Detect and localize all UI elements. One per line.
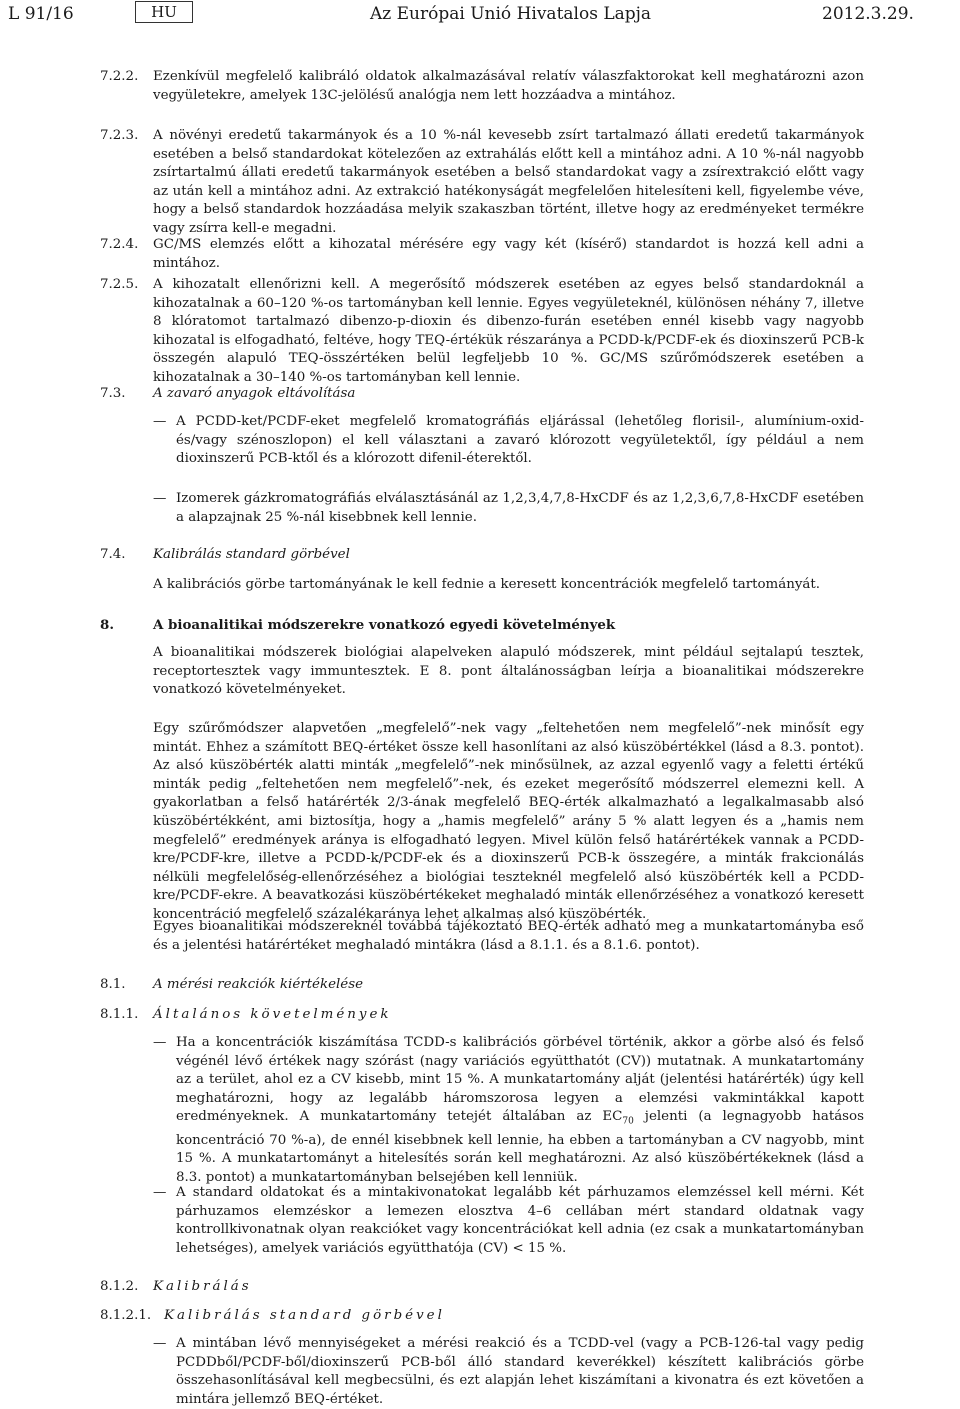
section-8-1-1-heading: [100, 1006, 864, 1025]
list-item-text: A PCDD-ket/PCDF-eket megfelelő kromatográfiás eljárással (lehetőleg florisil-, alumínium-oxid- és/vagy szénoszlopon) el kell választani a zavaró klórozott vegyületektől, így például a nem dioxinszerű PCB-ktől és a klórozott difenil-éterektől.: [176, 414, 864, 467]
subscript: 70: [622, 1117, 634, 1128]
publication-date: 2012.3.29.: [822, 4, 914, 24]
section-number: 7.3.: [100, 386, 126, 401]
section-title: Kalibrálás: [153, 1279, 252, 1294]
section-7-2-3: [100, 127, 864, 239]
section-7-4-heading: [100, 546, 864, 565]
section-number: 8.1.2.: [100, 1279, 139, 1294]
paragraph: Egyes bioanalitikai módszereknél továbbá tájékoztató BEQ-érték adható meg a munkatartományba eső és a jelentési határértéket meghaladó mintákra (lásd a 8.1.1. és a 8.1.6. pontot).: [153, 919, 864, 953]
section-number: 7.2.3.: [100, 128, 139, 143]
section-text: A kalibrációs görbe tartományának le kell fednie a keresett koncentrációk megfelelő tartományát.: [153, 577, 821, 592]
section-7-2-2: [100, 68, 864, 105]
page-header: [0, 0, 960, 30]
list-item: [153, 1335, 864, 1409]
dash-bullet: —: [153, 1185, 167, 1200]
section-title: Általános követelmények: [153, 1007, 392, 1022]
dash-bullet: —: [153, 491, 167, 506]
section-8-1-2-1-heading: [100, 1307, 864, 1326]
dash-bullet: —: [153, 1035, 167, 1050]
section-text: A növényi eredetű takarmányok és a 10 %-nál kevesebb zsírt tartalmazó állati eredetű takarmányok esetében a belső standardokat kötelezően az extrahálás előtt kell a mintához adni. A 10 %-nál nagyobb zsírtartalmú állati eredetű takarmányok esetében a belső standardokat vagy a zsírextrakció előtt vagy az után kell a mintához adni. Az extrakció hatékonyságát megfelelően hitelesíteni kell, figyelembe véve, hogy a belső standardok hozzáadása melyik szakaszban történt, illetve hogy az eredményeket termékre vagy zsírra kell-e megadni.: [153, 128, 864, 236]
section-number: 7.2.4.: [100, 237, 139, 252]
text-run: Ha a koncentrációk kiszámítása TCDD-s kalibrációs görbével történik, akkor a görbe alsó és felső végénél lévő értékek nagy szórást (nagy variációs együtthatót (CV)) mutatnak. A munkatartomány az a terület, ahol ez a CV kisebb, mint 15 %. A munkatartomány alját (jelentési határérték) úgy kell meghatározni, hogy az legalább háromszorosa legyen a elemzési vakmintákkal kapott eredményeknek. A munkatartomány tetejét általában az EC: [176, 1035, 864, 1125]
language-badge: HU: [135, 1, 193, 23]
section-number: 8.1.1.: [100, 1007, 139, 1022]
section-title: A bioanalitikai módszerekre vonatkozó egyedi követelmények: [153, 617, 616, 633]
section-7-3-heading: [100, 385, 864, 404]
section-7-2-5: [100, 276, 864, 388]
dash-bullet: —: [153, 414, 167, 429]
paragraph: Egy szűrőmódszer alapvetően „megfelelő”-nek vagy „feltehetően nem megfelelő”-nek minősít egy mintát. Ehhez a számított BEQ-értéket össze kell hasonlítani az alsó küszöbértékkel (lásd a 8.3. pontot). Az alsó küszöbérték alatti minták „megfelelő”-nek minősülnek, az azzal egyenlő vagy a feletti értékű minták pedig „feltehetően nem megfelelő”-nek, és ezeket megerősítő módszerrel elemezni kell. A gyakorlatban a felső határérték 2/3-ának megfelelő BEQ-érték alkalmazható a legalkalmasabb alsó küszöbértékként, ami biztosítja, hogy a „hamis megfelelő” arány 5 % alatt legyen és a „hamis nem megfelelő” eredmények aránya is elfogadható legyen. Mivel külön felső határértékek vannak a PCDD-kre/PCDF-kre, illetve a PCDD-k/PCDF-ek és a dioxinszerű PCB-k összegére, a minták frakcionálás nélküli megfelelőség-ellenőrzéséhez a biológiai teszteknél megfelelő alsó küszöbérték kell a PCDD-kre/PCDF-ekre. A beavatkozási küszöbértékeket meghaladó minták ellenőrzéséhez a vonatkozó keresett koncentráció megfelelő százalékaránya lehet alkalmas alsó küszöbérték.: [153, 721, 864, 922]
section-number: 7.2.5.: [100, 277, 139, 292]
section-text: A kihozatalt ellenőrizni kell. A megerősítő módszerek esetében az egyes belső standardoknál a kihozatalnak a 60–120 %-os tartományban kell lennie. Egyes vegyületeknél, különösen néhány 7, illetve 8 klóratomot tartalmazó dibenzo-p-dioxin és dibenzo-furán esetében ennél kisebb vagy nagyobb kihozatal is elfogadható, feltéve, hogy TEQ-értékük részaránya a PCDD-k/PCDF-ek és dioxinszerű PCB-k összegén alapuló TEQ-összértéken belül legfeljebb 10 %. GC/MS szűrőmódszerek esetében a kihozatalnak a 30–140 %-os tartományban kell lennie.: [153, 277, 864, 385]
section-number: 7.4.: [100, 547, 126, 562]
section-number: 8.: [100, 617, 114, 633]
page-reference: L 91/16: [8, 4, 74, 24]
section-number: 8.1.: [100, 977, 126, 992]
list-item-text: [176, 1034, 864, 1187]
section-8-1-2-heading: [100, 1278, 864, 1297]
dash-bullet: —: [153, 1336, 167, 1351]
section-8-heading: [100, 616, 864, 635]
section-number: 7.2.2.: [100, 69, 139, 84]
list-item: [153, 1034, 864, 1187]
journal-title: Az Európai Unió Hivatalos Lapja: [370, 4, 652, 24]
list-item: [153, 490, 864, 527]
section-title: A mérési reakciók kiértékelése: [153, 977, 363, 992]
section-text: Ezenkívül megfelelő kalibráló oldatok alkalmazásával relatív válaszfaktorokat kell meghatározni azon vegyületekre, amelyek 13C-jelölésű analógja nem lett hozzáadva a mintához.: [153, 69, 864, 103]
list-item: [153, 1184, 864, 1258]
list-item: [153, 413, 864, 469]
list-item-text: A standard oldatokat és a mintakivonatokat legalább két párhuzamos elemzéssel kell mérni. Két párhuzamos elemzéskor a lemezen elosztva 4–6 cellában mért standard oldatnak vagy kontrollkivonatnak olyan reakcióket vagy koncentrációkat kell adnia (ez csak a munkatartományban lehetséges), amelyek variációs együtthatója (CV) < 15 %.: [176, 1185, 864, 1256]
list-item-text: A mintában lévő mennyiségeket a mérési reakció és a TCDD-vel (vagy a PCB-126-tal vagy pedig PCDDből/PCDF-ből/dioxinszerű PCB-ből álló standard keverékkel) készített kalibrációs görbe összehasonlításával kell megbecsülni, és ezt alapján lehet kiszámítani a kivonatra és ezt követően a mintára jellemző BEQ-értéket.: [176, 1336, 864, 1407]
section-text: GC/MS elemzés előtt a kihozatal mérésére egy vagy két (kísérő) standardot is hozzá kell adni a mintához.: [153, 237, 864, 271]
section-number: 8.1.2.1.: [100, 1308, 152, 1323]
section-title: A zavaró anyagok eltávolítása: [153, 386, 356, 401]
section-7-2-4: [100, 236, 864, 273]
section-title: Kalibrálás standard görbével: [153, 547, 350, 562]
paragraph: A bioanalitikai módszerek biológiai alapelveken alapuló módszerek, mint például sejtalapú tesztek, receptortesztek vagy immuntesztek. E 8. pont általánosságban leírja a bioanalitikai módszerekre vonatkozó követelményeket.: [153, 645, 864, 698]
section-8-1-heading: [100, 976, 864, 995]
section-title: Kalibrálás standard görbével: [164, 1308, 445, 1323]
text-run: jelenti (a legnagyobb hatásos koncentráció 70 %-a), de ennél kisebbnek kell lennie, ha ebben a tartományban a CV nagyobb, mint 15 %. A munkatartományt a hitelesítés során kell meghatározni. Az alsó küszöbértékeknek (lásd a 8.3. pontot) a munkatartományban belsejében kell lenniük.: [176, 1109, 864, 1185]
list-item-text: Izomerek gázkromatográfiás elválasztásánál az 1,2,3,4,7,8-HxCDF és az 1,2,3,6,7,8-HxCDF esetében a alapzajnak 25 %-nál kisebbnek kell lennie.: [176, 491, 864, 525]
